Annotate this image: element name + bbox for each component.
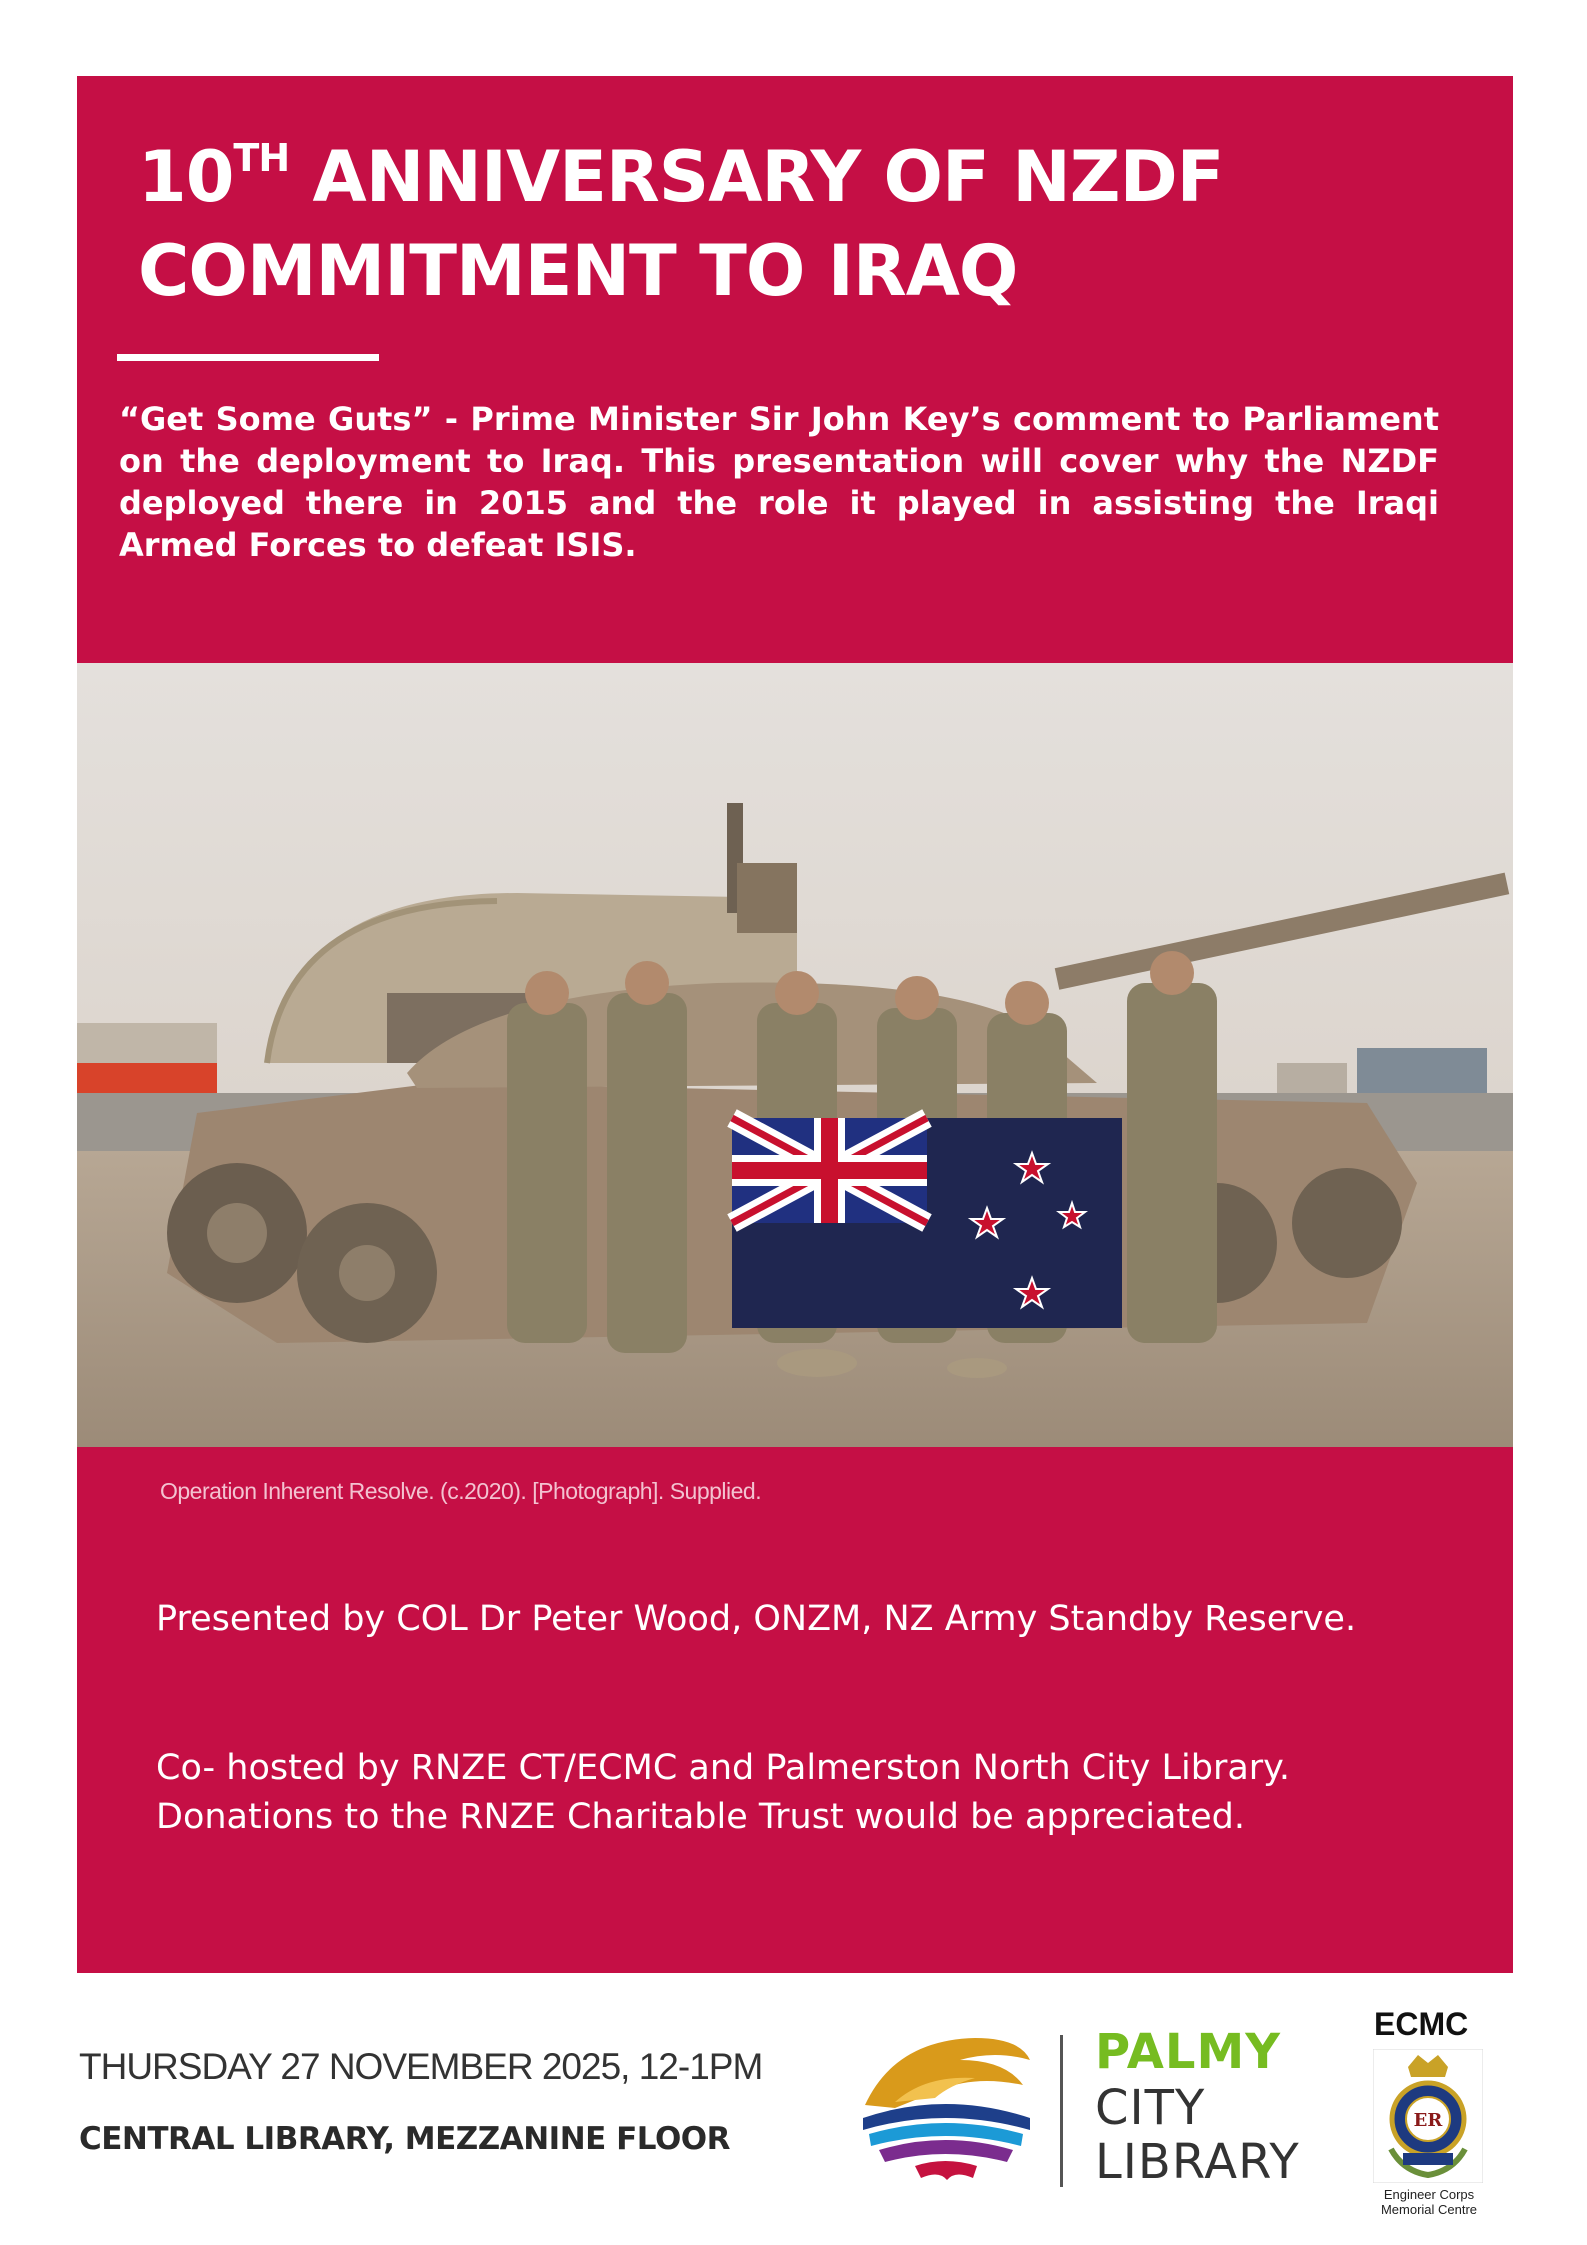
title-ordinal-suffix: TH <box>233 136 290 180</box>
intro-text: “Get Some Guts” - Prime Minister Sir John Key’s comment to Parliament on the deployment to Iraq. This presentation will cover why the NZDF deployed there in 2015 and the role it played in assisting the Iraqi Armed Forces to defeat ISIS. <box>119 400 1439 564</box>
poster-title <box>138 130 1438 318</box>
event-date-time: THURSDAY 27 NOVEMBER 2025, 12-1PM <box>79 2046 763 2087</box>
title-divider <box>117 354 379 361</box>
engineer-corps-badge-icon <box>1373 2049 1483 2183</box>
presenter-text: Presented by COL Dr Peter Wood, ONZM, NZ Army Standby Reserve. <box>156 1599 1357 1639</box>
cohost-text <box>156 1744 1476 1842</box>
photo-caption: Operation Inherent Resolve. (c.2020). [Photograph]. Supplied. <box>160 1478 762 1504</box>
cohost-line2: Donations to the RNZE Charitable Trust would be appreciated. <box>156 1797 1245 1837</box>
council-logo <box>855 2030 1035 2190</box>
library-wordmark: LIBRARY <box>1095 2134 1300 2190</box>
ecmc-title: ECMC <box>1374 2006 1469 2042</box>
badge-initials: ER <box>1413 2110 1443 2131</box>
title-ordinal-number: 10 <box>138 136 234 218</box>
ecmc-subtitle <box>1370 2187 1488 2217</box>
ecmc-sub-line2: Memorial Centre <box>1380 2202 1478 2217</box>
title-line2: COMMITMENT TO IRAQ <box>138 230 1018 312</box>
title-line1: ANNIVERSARY OF NZDF <box>289 136 1224 218</box>
logo-divider <box>1060 2035 1063 2187</box>
palmy-wordmark: PALMY <box>1095 2024 1282 2080</box>
cohost-line1: Co- hosted by RNZE CT/ECMC and Palmerston North City Library. <box>156 1748 1291 1788</box>
city-wordmark: CITY <box>1095 2080 1206 2136</box>
event-venue: CENTRAL LIBRARY, MEZZANINE FLOOR <box>79 2121 731 2157</box>
ecmc-sub-line1: Engineer Corps <box>1383 2187 1475 2202</box>
soldiers-tank-photo <box>77 663 1513 1447</box>
